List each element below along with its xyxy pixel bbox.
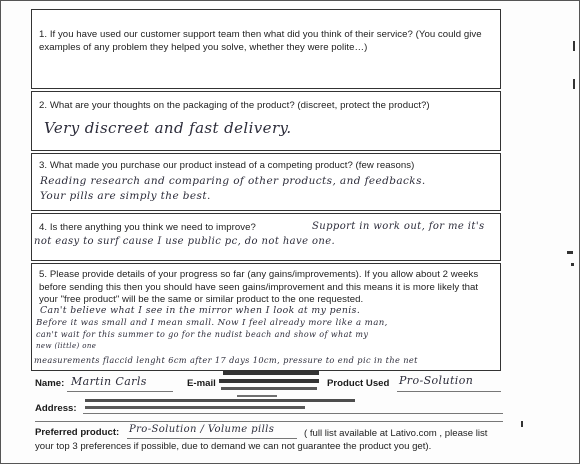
email-redaction-3 <box>221 387 317 390</box>
scan-mark-2 <box>573 79 575 89</box>
preferred-product-note-1: ( full list available at Lativo.com , please list <box>304 428 488 439</box>
question-3-text: 3. What made you purchase our product instead of a competing product? (few reasons) <box>39 160 415 171</box>
question-2-answer: Very discreet and fast delivery. <box>44 119 292 137</box>
scan-mark-5 <box>521 421 523 427</box>
address-redaction-1 <box>85 399 355 402</box>
question-1-text: 1. If you have used our customer support team then what did you think of their service? (You could give examples of any problem they helped you solve, whether they were polite…) <box>39 29 482 53</box>
product-used-label: Product Used <box>327 378 390 389</box>
email-redaction-1 <box>223 371 319 375</box>
preferred-product-label: Preferred product: <box>35 427 120 438</box>
question-4-answer-line-2: not easy to surf cause I use public pc, do not have one. <box>34 236 336 247</box>
address-redaction-2 <box>85 406 305 409</box>
question-4-text: 4. Is there anything you think we need to improve? <box>39 222 256 233</box>
question-3-box <box>31 153 501 211</box>
name-value: Martin Carls <box>71 375 147 388</box>
question-1-box <box>31 9 501 89</box>
question-2-text: 2. What are your thoughts on the packaging of the product? (discreet, protect the product?) <box>39 100 430 111</box>
question-4-answer-line-1: Support in work out, for me it's <box>312 221 485 232</box>
scan-mark-1 <box>573 41 575 51</box>
question-5-answer-line-5: measurements flaccid lenght 6cm after 17 days 10cm, pressure to end pic in the net <box>34 355 418 365</box>
scan-mark-4 <box>571 263 574 266</box>
name-label: Name: <box>35 378 65 389</box>
product-used-underline <box>397 391 501 392</box>
question-5-answer-line-1: Can't believe what I see in the mirror when I look at my penis. <box>40 305 361 316</box>
scan-mark-3 <box>567 251 573 254</box>
question-5-box <box>31 263 501 371</box>
address-underline-1 <box>83 413 503 414</box>
preferred-product-value: Pro-Solution / Volume pills <box>129 424 275 435</box>
question-5-answer-line-2: Before it was small and I mean small. Now I feel already more like a man, <box>36 318 388 328</box>
preferred-product-underline <box>127 438 297 439</box>
question-4-box <box>31 213 501 261</box>
question-3-answer-line-2: Your pills are simply the best. <box>40 190 211 202</box>
email-label: E-mail <box>187 378 216 389</box>
email-redaction-2 <box>219 379 319 383</box>
product-used-value: Pro-Solution <box>399 374 474 387</box>
question-5-answer-line-3: can't wait for this summer to go for the nudist beach and show of what my <box>36 330 369 339</box>
question-5-text: 5. Please provide details of your progress so far (any gains/improvements). If you allow about 2 weeks before sending this then you should have seen gains/improvement and this means it is more likely that your "free product" will be the same or similar product to the one requested. <box>39 269 479 305</box>
preferred-product-note-2: your top 3 preferences if possible, due to demand we can not guarantee the product you get). <box>35 441 432 452</box>
address-underline-2 <box>35 421 503 422</box>
address-label: Address: <box>35 403 77 414</box>
question-3-answer-line-1: Reading research and comparing of other products, and feedbacks. <box>40 175 426 187</box>
email-redaction-4 <box>237 395 277 397</box>
question-5-answer-line-4: new (little) one <box>36 342 97 350</box>
name-underline <box>67 391 173 392</box>
question-2-box <box>31 91 501 151</box>
